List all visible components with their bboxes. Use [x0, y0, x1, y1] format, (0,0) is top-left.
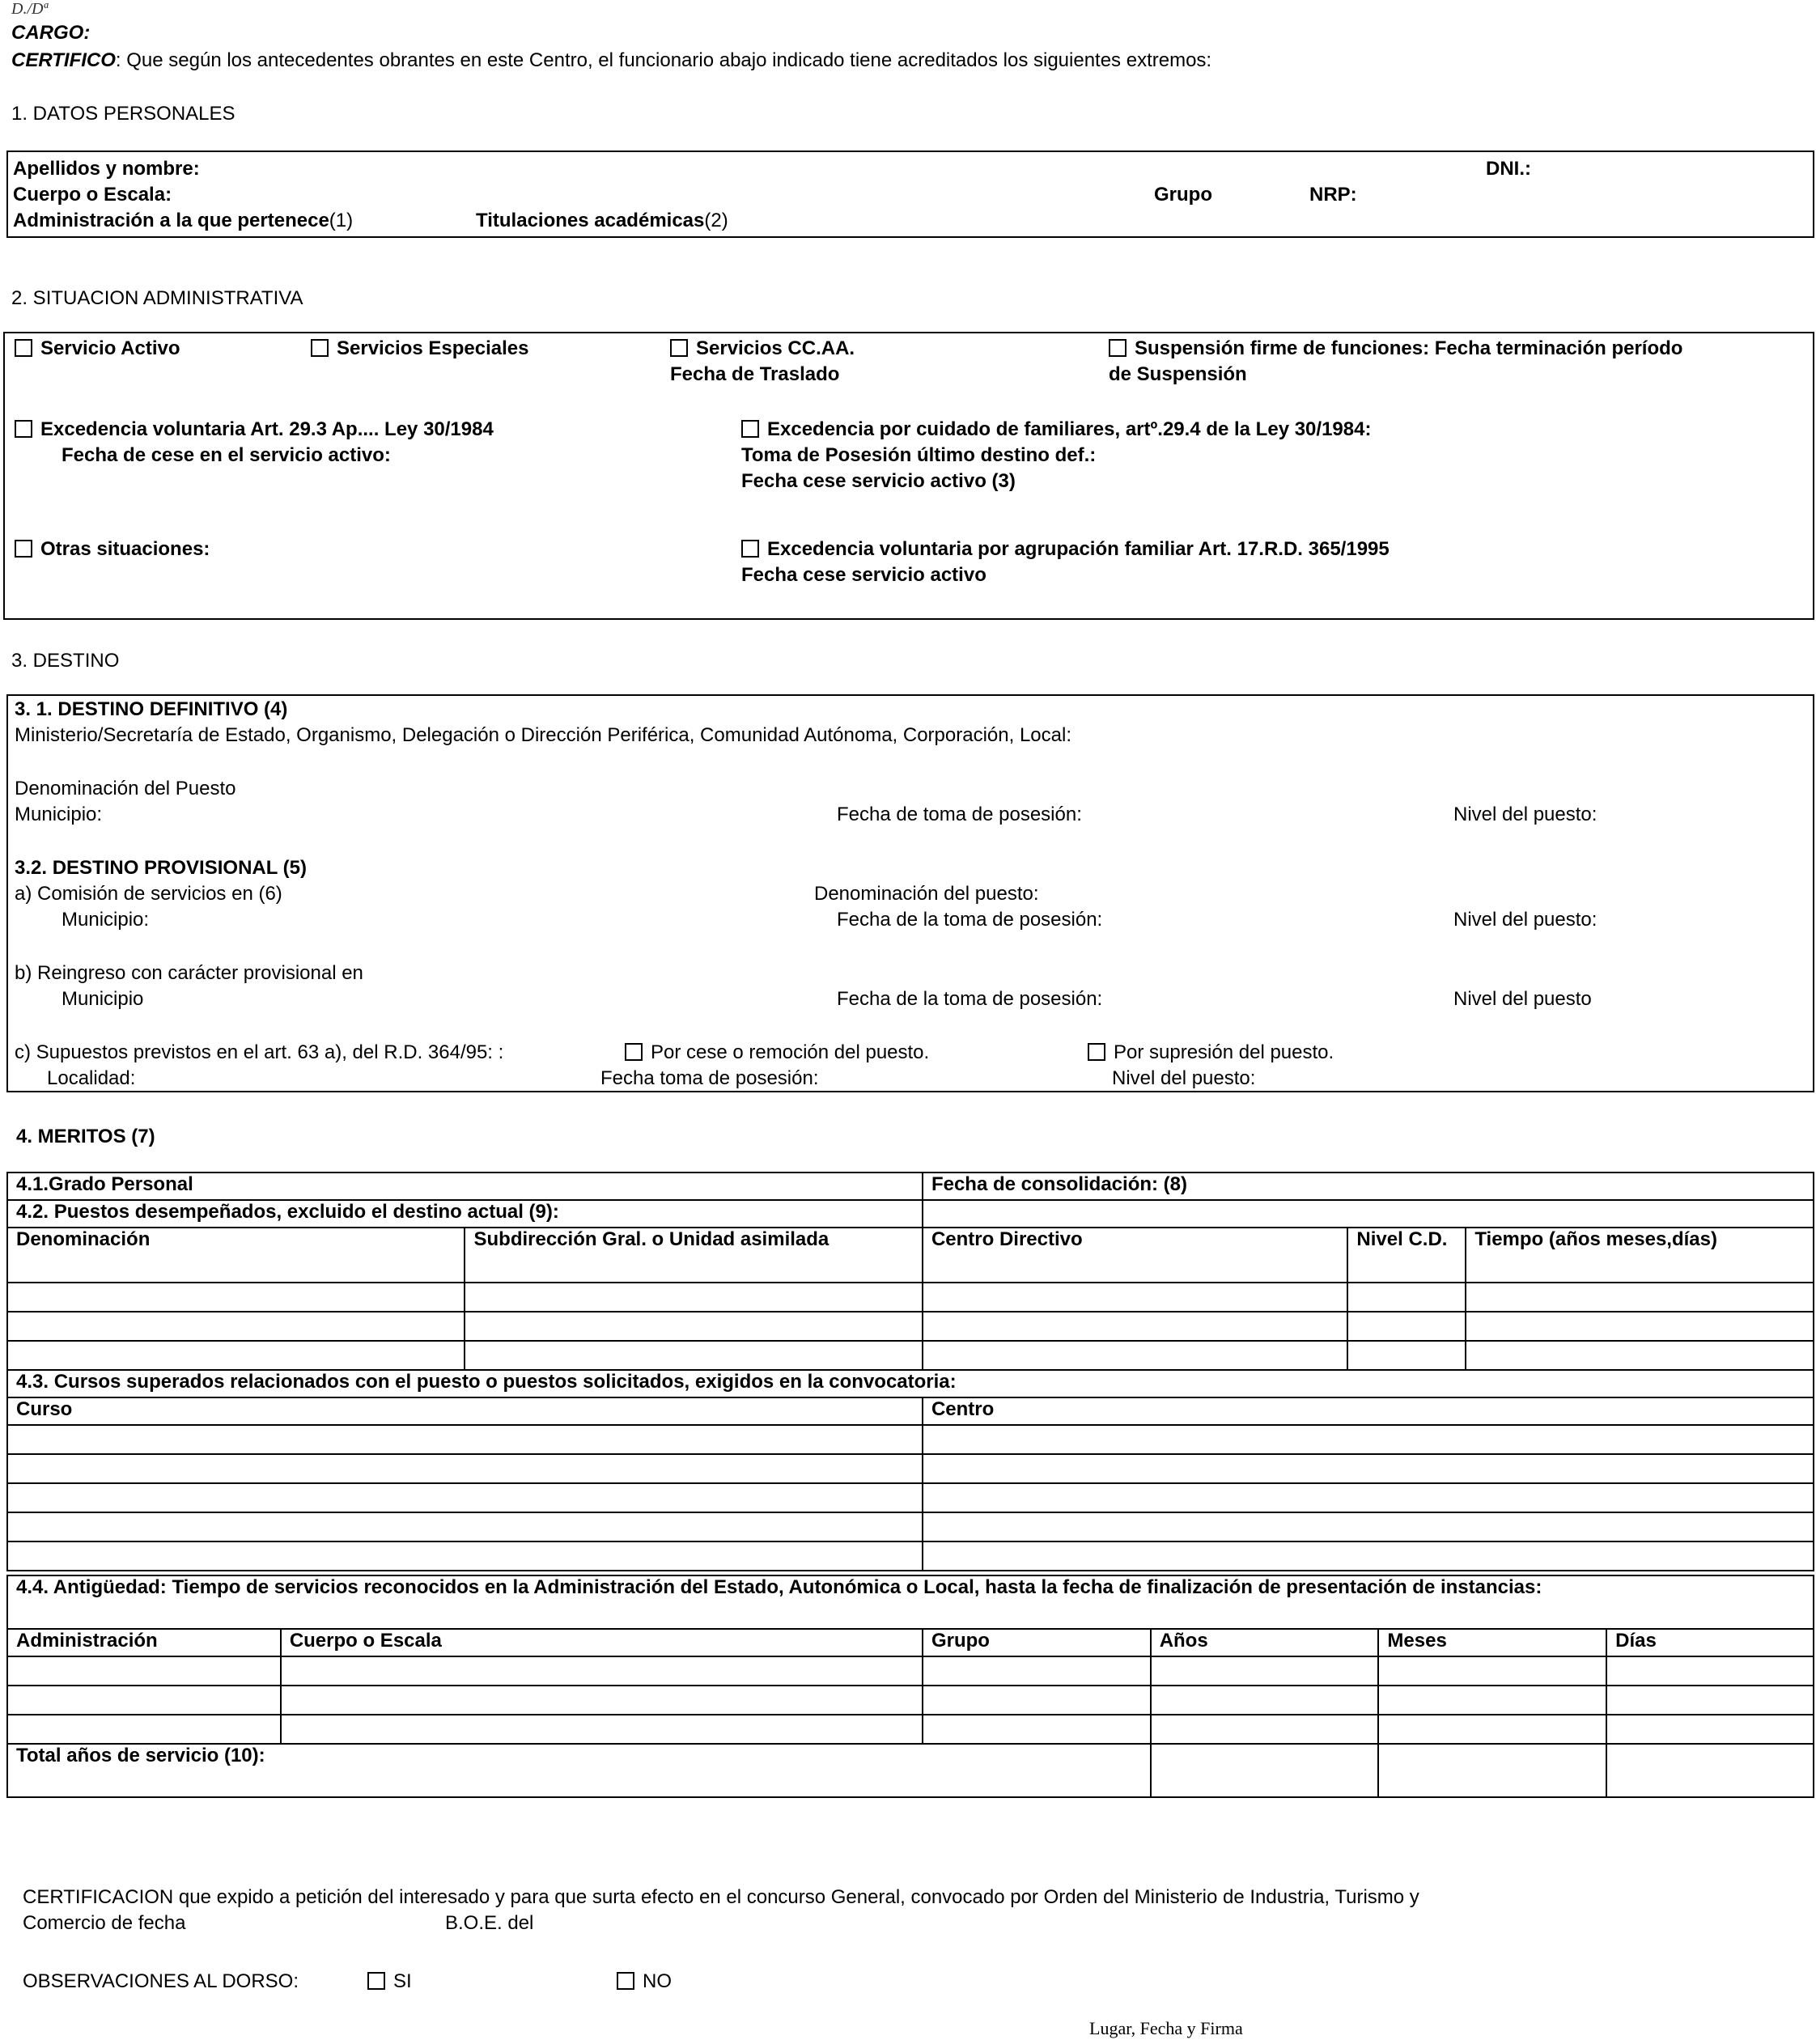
header-cuerpo: Cuerpo o Escala — [281, 1629, 923, 1656]
fecha-cese-label: Fecha de cese en el servicio activo: — [62, 444, 391, 466]
fecha-cese-activo-label: Fecha cese servicio activo — [741, 564, 986, 586]
table-row — [7, 1454, 1814, 1483]
titulaciones-label: Titulaciones académicas — [476, 210, 705, 231]
table-cell[interactable] — [1151, 1656, 1379, 1686]
header-subdireccion: Subdirección Gral. o Unidad asimilada — [465, 1228, 922, 1283]
table-row — [7, 1341, 1814, 1370]
exc-agrupacion-option[interactable] — [741, 537, 1390, 562]
table-cell[interactable] — [1347, 1312, 1466, 1341]
si-option[interactable] — [367, 1970, 412, 1994]
checkbox[interactable] — [625, 1043, 643, 1061]
cursos-title: 4.3. Cursos superados relacionados con el puesto o puestos solicitados, exigidos en la convocatoria: — [7, 1370, 1814, 1397]
nrp-label: NRP: — [1309, 184, 1357, 206]
table-cell[interactable] — [465, 1283, 922, 1312]
checkbox[interactable] — [617, 1972, 634, 1990]
section-1-title: 1. DATOS PERSONALES — [11, 103, 235, 125]
por-cese-label: Por cese o remoción del puesto. — [651, 1041, 930, 1063]
table-row — [7, 1512, 1814, 1541]
checkbox[interactable] — [311, 339, 329, 357]
grado-label: 4.1.Grado Personal — [7, 1173, 923, 1200]
dni-label: DNI.: — [1486, 158, 1531, 180]
situacion-box — [3, 332, 1814, 620]
table-row — [7, 1283, 1814, 1312]
table-cell[interactable] — [7, 1686, 281, 1715]
localidad-label: Localidad: — [47, 1067, 136, 1089]
certifico-line — [11, 49, 1211, 73]
table-cell[interactable] — [7, 1312, 465, 1341]
fecha-consolidacion-label: Fecha de consolidación: (8) — [923, 1173, 1814, 1200]
suspension-label-2: de Suspensión — [1109, 363, 1247, 385]
table-cell[interactable] — [923, 1483, 1814, 1512]
otras-label: Otras situaciones: — [40, 538, 210, 560]
table-cell[interactable] — [1347, 1341, 1466, 1370]
cursos-table — [6, 1369, 1814, 1571]
total-meses-cell[interactable] — [1378, 1744, 1606, 1797]
firma-label: Lugar, Fecha y Firma — [1089, 2018, 1243, 2038]
suspension-option[interactable] — [1109, 337, 1682, 361]
table-row — [7, 1715, 1814, 1744]
section-2-title: 2. SITUACION ADMINISTRATIVA — [11, 287, 303, 309]
servicio-activo-label: Servicio Activo — [40, 337, 180, 359]
table-cell[interactable] — [7, 1283, 465, 1312]
table-cell[interactable] — [7, 1483, 923, 1512]
nivel-c-label: Nivel del puesto: — [1112, 1067, 1256, 1089]
table-cell[interactable] — [923, 1341, 1347, 1370]
destino-definitivo-title: 3. 1. DESTINO DEFINITIVO (4) — [15, 698, 288, 720]
si-label: SI — [393, 1970, 412, 1992]
total-dias-cell[interactable] — [1606, 1744, 1814, 1797]
total-anos-cell[interactable] — [1151, 1744, 1379, 1797]
administracion-label: Administración a la que pertenece — [13, 210, 329, 231]
table-cell[interactable] — [281, 1686, 923, 1715]
administracion-line — [13, 209, 353, 233]
table-cell[interactable] — [7, 1425, 923, 1454]
fecha-toma-b-label: Fecha de la toma de posesión: — [837, 988, 1103, 1010]
comision-label: a) Comisión de servicios en (6) — [15, 883, 282, 905]
antiguedad-table — [6, 1575, 1814, 1798]
header-anos: Años — [1151, 1629, 1379, 1656]
puestos-table — [6, 1172, 1814, 1371]
puestos-title: 4.2. Puestos desempeñados, excluido el destino actual (9): — [7, 1200, 923, 1228]
header-tiempo: Tiempo (años meses,días) — [1466, 1228, 1814, 1283]
table-cell[interactable] — [1151, 1715, 1379, 1744]
table-row — [7, 1425, 1814, 1454]
servicios-especiales-option[interactable] — [311, 337, 529, 361]
nivel-a-label: Nivel del puesto: — [1453, 909, 1597, 931]
table-cell[interactable] — [923, 1656, 1151, 1686]
servicios-ccaa-option[interactable] — [670, 337, 855, 361]
exc-voluntaria-label: Excedencia voluntaria Art. 29.3 Ap.... Ley 30/1984 — [40, 418, 494, 440]
fecha-toma-c-label: Fecha toma de posesión: — [600, 1067, 819, 1089]
table-cell[interactable] — [7, 1656, 281, 1686]
table-cell[interactable] — [1466, 1283, 1814, 1312]
no-option[interactable] — [617, 1970, 672, 1994]
table-cell[interactable] — [1378, 1686, 1606, 1715]
dd-label: D./Dª — [11, 0, 48, 18]
ministerio-label: Ministerio/Secretaría de Estado, Organismo, Delegación o Dirección Periférica, Comunidad Autónoma, Corporación, Local: — [15, 724, 1071, 746]
por-supresion-option[interactable] — [1088, 1041, 1334, 1065]
section-3-title: 3. DESTINO — [11, 650, 120, 672]
total-row — [7, 1744, 1814, 1797]
table-row — [7, 1686, 1814, 1715]
fecha-traslado-label: Fecha de Traslado — [670, 363, 840, 385]
table-cell[interactable] — [1466, 1312, 1814, 1341]
checkbox[interactable] — [741, 420, 759, 438]
exc-cuidado-label: Excedencia por cuidado de familiares, artº.29.4 de la Ley 30/1984: — [767, 418, 1372, 440]
cargo-label: CARGO: — [11, 22, 91, 44]
header-meses: Meses — [1378, 1629, 1606, 1656]
table-cell[interactable] — [7, 1512, 923, 1541]
table-row — [7, 1656, 1814, 1686]
destino-provisional-title: 3.2. DESTINO PROVISIONAL (5) — [15, 857, 307, 879]
table-cell[interactable] — [923, 1512, 1814, 1541]
municipio-label: Municipio: — [15, 804, 103, 825]
por-cese-option[interactable] — [625, 1041, 929, 1065]
table-cell[interactable] — [1378, 1656, 1606, 1686]
antiguedad-title: 4.4. Antigüedad: Tiempo de servicios reconocidos en la Administración del Estado, Autonómica o Local, hasta la fecha de finalización de presentación de instancias: — [7, 1575, 1814, 1629]
header-centro: Centro — [923, 1397, 1814, 1425]
apellidos-label: Apellidos y nombre: — [13, 158, 200, 180]
checkbox[interactable] — [15, 420, 32, 438]
checkbox[interactable] — [15, 339, 32, 357]
reingreso-label: b) Reingreso con carácter provisional en — [15, 962, 363, 984]
table-row — [7, 1312, 1814, 1341]
table-cell[interactable] — [1347, 1283, 1466, 1312]
supuestos-label: c) Supuestos previstos en el art. 63 a), del R.D. 364/95: : — [15, 1041, 504, 1063]
no-label: NO — [643, 1970, 672, 1992]
table-cell[interactable] — [465, 1312, 922, 1341]
suspension-label: Suspensión firme de funciones: Fecha terminación período — [1135, 337, 1683, 359]
puestos-header-row — [7, 1228, 1814, 1283]
table-cell[interactable] — [1466, 1341, 1814, 1370]
table-cell[interactable] — [923, 1541, 1814, 1571]
fecha-toma-label: Fecha de toma de posesión: — [837, 804, 1082, 825]
table-cell[interactable] — [1151, 1686, 1379, 1715]
antiguedad-title-row — [7, 1575, 1814, 1629]
servicios-ccaa-label: Servicios CC.AA. — [696, 337, 855, 359]
certificacion-line-1: CERTIFICACION que expido a petición del interesado y para que surta efecto en el concurso General, convocado por Orden del Ministerio de Industria, Turismo y — [23, 1886, 1419, 1908]
servicios-especiales-label: Servicios Especiales — [337, 337, 529, 359]
certificacion-boe-label: B.O.E. del — [445, 1912, 534, 1934]
table-cell[interactable] — [1606, 1656, 1814, 1686]
header-dias: Días — [1606, 1629, 1814, 1656]
fecha-toma-a-label: Fecha de la toma de posesión: — [837, 909, 1103, 931]
checkbox[interactable] — [1088, 1043, 1105, 1061]
table-cell[interactable] — [281, 1715, 923, 1744]
empty-cell — [923, 1200, 1814, 1228]
exc-voluntaria-option[interactable] — [15, 418, 494, 442]
table-row — [7, 1483, 1814, 1512]
checkbox[interactable] — [15, 540, 32, 558]
table-cell[interactable] — [465, 1341, 922, 1370]
certificacion-fecha-label: Comercio de fecha — [23, 1912, 186, 1934]
total-label: Total años de servicio (10): — [7, 1744, 1151, 1797]
exc-agrupacion-label: Excedencia voluntaria por agrupación familiar Art. 17.R.D. 365/1995 — [767, 538, 1390, 560]
table-cell[interactable] — [7, 1715, 281, 1744]
table-cell[interactable] — [923, 1454, 1814, 1483]
denominacion-puesto-2-label: Denominación del puesto: — [814, 883, 1039, 905]
denominacion-puesto-label: Denominación del Puesto — [15, 778, 236, 799]
municipio-a-label: Municipio: — [62, 909, 150, 931]
titulaciones-note: (2) — [704, 210, 728, 231]
table-cell[interactable] — [7, 1454, 923, 1483]
header-centro-directivo: Centro Directivo — [923, 1228, 1347, 1283]
antiguedad-header-row — [7, 1629, 1814, 1656]
cursos-header-row — [7, 1397, 1814, 1425]
table-cell[interactable] — [1606, 1686, 1814, 1715]
table-cell[interactable] — [1378, 1715, 1606, 1744]
table-cell[interactable] — [7, 1541, 923, 1571]
por-supresion-label: Por supresión del puesto. — [1114, 1041, 1334, 1063]
cuerpo-label: Cuerpo o Escala: — [13, 184, 172, 206]
observaciones-label: OBSERVACIONES AL DORSO: — [23, 1970, 299, 1992]
header-denominacion: Denominación — [7, 1228, 465, 1283]
table-cell[interactable] — [1606, 1715, 1814, 1744]
table-cell[interactable] — [923, 1686, 1151, 1715]
destino-box — [6, 694, 1814, 1092]
grupo-label: Grupo — [1154, 184, 1212, 206]
header-grupo: Grupo — [923, 1629, 1151, 1656]
grado-row — [7, 1173, 1814, 1200]
certifico-label: CERTIFICO — [11, 49, 116, 71]
toma-posesion-label: Toma de Posesión último destino def.: — [741, 444, 1097, 466]
section-4-title: 4. MERITOS (7) — [16, 1126, 155, 1147]
servicio-activo-option[interactable] — [15, 337, 180, 361]
table-cell[interactable] — [923, 1312, 1347, 1341]
certifico-text: : Que según los antecedentes obrantes en este Centro, el funcionario abajo indicado tiene acreditados los siguientes extremos: — [115, 49, 1212, 71]
checkbox[interactable] — [670, 339, 688, 357]
titulaciones-line — [476, 209, 728, 233]
nivel-b-label: Nivel del puesto — [1453, 988, 1592, 1010]
header-administracion: Administración — [7, 1629, 281, 1656]
checkbox[interactable] — [1109, 339, 1127, 357]
observaciones-line — [23, 1970, 299, 1994]
table-row — [7, 1541, 1814, 1571]
table-cell[interactable] — [7, 1341, 465, 1370]
fecha-cese3-label: Fecha cese servicio activo (3) — [741, 470, 1016, 492]
exc-cuidado-option[interactable] — [741, 418, 1371, 442]
table-cell[interactable] — [923, 1715, 1151, 1744]
table-cell[interactable] — [923, 1283, 1347, 1312]
nivel-puesto-label: Nivel del puesto: — [1453, 804, 1597, 825]
datos-personales-box — [6, 151, 1814, 238]
header-curso: Curso — [7, 1397, 923, 1425]
municipio-b-label: Municipio — [62, 988, 144, 1010]
checkbox[interactable] — [741, 540, 759, 558]
cursos-title-row — [7, 1370, 1814, 1397]
administracion-note: (1) — [329, 210, 354, 231]
header-nivel: Nivel C.D. — [1347, 1228, 1466, 1283]
otras-option[interactable] — [15, 537, 210, 562]
puestos-title-row — [7, 1200, 1814, 1228]
checkbox[interactable] — [367, 1972, 385, 1990]
table-cell[interactable] — [281, 1656, 923, 1686]
table-cell[interactable] — [923, 1425, 1814, 1454]
